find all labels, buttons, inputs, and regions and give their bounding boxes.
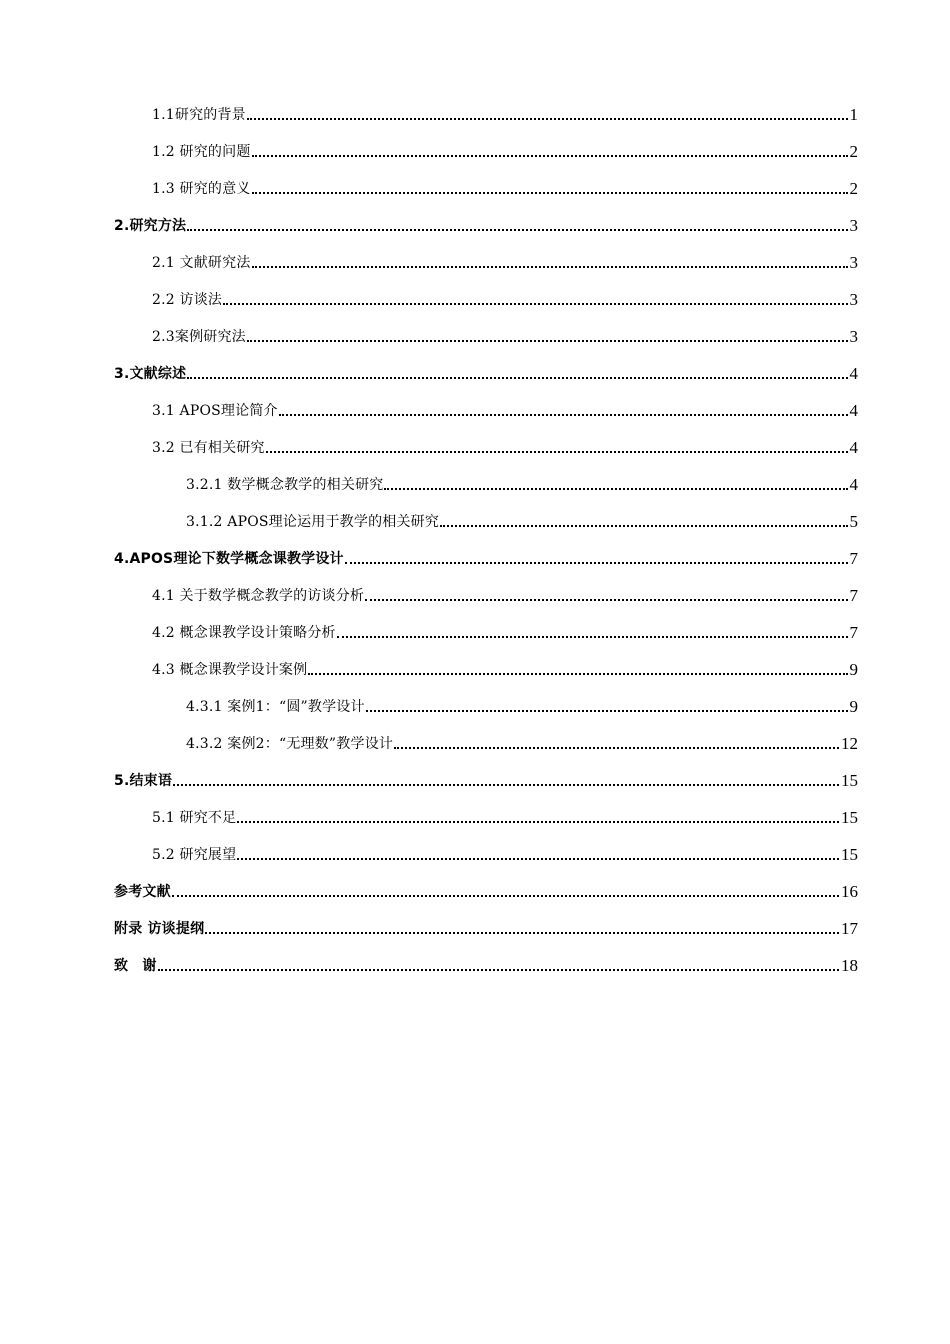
toc-entry-title: 2.3案例研究法 bbox=[152, 329, 246, 345]
toc-entry-page: 3 bbox=[849, 327, 858, 346]
toc-entry-title: 3.1 APOS理论简介 bbox=[152, 403, 278, 419]
toc-entry-page: 17 bbox=[841, 919, 858, 938]
toc-entry-title: 1.1研究的背景 bbox=[152, 107, 246, 123]
toc-entry-page: 15 bbox=[841, 771, 858, 790]
toc-chapter-entry[interactable] bbox=[114, 545, 858, 569]
toc-entry-title: 5.1 研究不足 bbox=[152, 810, 237, 826]
toc-entry-page: 3 bbox=[849, 253, 858, 272]
toc-subsection-entry[interactable] bbox=[186, 508, 858, 532]
toc-subsection-entry[interactable] bbox=[186, 471, 858, 495]
dot-leader bbox=[173, 784, 839, 786]
toc-entry-title: 4.1 关于数学概念教学的访谈分析 bbox=[152, 588, 365, 604]
dot-leader bbox=[223, 303, 847, 305]
toc-entry-title: 5.2 研究展望 bbox=[152, 847, 237, 863]
toc-entry[interactable] bbox=[152, 841, 858, 865]
toc-entry-title: 致 谢 bbox=[114, 958, 157, 974]
toc-entry-page: 4 bbox=[849, 364, 858, 383]
dot-leader bbox=[365, 599, 847, 601]
toc-chapter-entry[interactable] bbox=[114, 360, 858, 384]
toc-entry-title: 3.文献综述 bbox=[114, 366, 187, 382]
toc-entry-page: 3 bbox=[849, 216, 858, 235]
toc-entry-title: 3.2 已有相关研究 bbox=[152, 440, 265, 456]
dot-leader bbox=[337, 636, 848, 638]
toc-entry-title: 3.2.1 数学概念教学的相关研究 bbox=[186, 477, 384, 493]
dot-leader bbox=[187, 377, 847, 379]
toc-entry-title: 3.1.2 APOS理论运用于教学的相关研究 bbox=[186, 514, 440, 530]
toc-entry[interactable] bbox=[152, 619, 858, 643]
toc-subsection-entry[interactable] bbox=[186, 693, 858, 717]
dot-leader bbox=[187, 229, 847, 231]
toc-entry-title: 4.3 概念课教学设计案例 bbox=[152, 662, 308, 678]
toc-entry-page: 5 bbox=[849, 512, 858, 531]
toc-chapter-entry[interactable] bbox=[114, 767, 858, 791]
toc-entry-page: 9 bbox=[849, 660, 858, 679]
toc-entry-title: 4.2 概念课教学设计策略分析 bbox=[152, 625, 336, 641]
toc-entry-page: 7 bbox=[849, 623, 858, 642]
toc-entry-page: 18 bbox=[841, 956, 858, 975]
toc-entry-title: 1.2 研究的问题 bbox=[152, 144, 251, 160]
toc-chapter-entry[interactable] bbox=[114, 952, 858, 976]
toc-entry-page: 16 bbox=[841, 882, 858, 901]
toc-entry[interactable] bbox=[152, 323, 858, 347]
dot-leader bbox=[237, 858, 839, 860]
toc-entry-page: 7 bbox=[849, 586, 858, 605]
toc-chapter-entry[interactable] bbox=[114, 212, 858, 236]
toc-entry[interactable] bbox=[152, 138, 858, 162]
dot-leader bbox=[172, 895, 839, 897]
dot-leader bbox=[440, 525, 847, 527]
dot-leader bbox=[366, 710, 848, 712]
toc-entry[interactable] bbox=[152, 656, 858, 680]
toc-entry-title: 4.3.1 案例1：“圆”教学设计 bbox=[186, 699, 365, 715]
toc-chapter-entry[interactable] bbox=[114, 915, 858, 939]
dot-leader bbox=[384, 488, 847, 490]
toc-entry[interactable] bbox=[152, 249, 858, 273]
dot-leader bbox=[252, 266, 848, 268]
toc-entry-title: 1.3 研究的意义 bbox=[152, 181, 251, 197]
toc-entry-page: 15 bbox=[841, 808, 858, 827]
dot-leader bbox=[345, 562, 848, 564]
toc-entry-title: 参考文献 bbox=[114, 884, 171, 900]
toc-entry-page: 2 bbox=[849, 179, 858, 198]
toc-entry-page: 3 bbox=[849, 290, 858, 309]
toc-subsection-entry[interactable] bbox=[186, 730, 858, 754]
toc-entry[interactable] bbox=[152, 397, 858, 421]
toc-entry-page: 9 bbox=[849, 697, 858, 716]
dot-leader bbox=[308, 673, 847, 675]
toc-entry-title: 附录 访谈提纲 bbox=[114, 921, 205, 937]
toc-entry-page: 12 bbox=[841, 734, 858, 753]
dot-leader bbox=[279, 414, 848, 416]
toc-entry[interactable] bbox=[152, 582, 858, 606]
toc-entry-title: 2.1 文献研究法 bbox=[152, 255, 251, 271]
dot-leader bbox=[394, 747, 839, 749]
toc-entry[interactable] bbox=[152, 434, 858, 458]
dot-leader bbox=[158, 969, 839, 971]
toc-entry-page: 4 bbox=[849, 438, 858, 457]
toc-chapter-entry[interactable] bbox=[114, 878, 858, 902]
toc-entry-page: 1 bbox=[849, 105, 858, 124]
toc-entry-title: 4.APOS理论下数学概念课教学设计 bbox=[114, 551, 344, 567]
toc-entry[interactable] bbox=[152, 175, 858, 199]
dot-leader bbox=[252, 192, 848, 194]
dot-leader bbox=[247, 118, 848, 120]
dot-leader bbox=[252, 155, 848, 157]
toc-entry-page: 2 bbox=[849, 142, 858, 161]
toc-entry-page: 7 bbox=[849, 549, 858, 568]
toc-entry-title: 2.研究方法 bbox=[114, 218, 187, 234]
dot-leader bbox=[237, 821, 839, 823]
dot-leader bbox=[205, 932, 839, 934]
toc-entry-page: 15 bbox=[841, 845, 858, 864]
toc-entry-page: 4 bbox=[849, 401, 858, 420]
toc-entry-title: 4.3.2 案例2：“无理数”教学设计 bbox=[186, 736, 394, 752]
toc-entry-page: 4 bbox=[849, 475, 858, 494]
toc-entry[interactable] bbox=[152, 101, 858, 125]
toc-entry[interactable] bbox=[152, 804, 858, 828]
dot-leader bbox=[247, 340, 848, 342]
toc-entry[interactable] bbox=[152, 286, 858, 310]
toc-entry-title: 2.2 访谈法 bbox=[152, 292, 223, 308]
dot-leader bbox=[266, 451, 848, 453]
toc-entry-title: 5.结束语 bbox=[114, 773, 173, 789]
